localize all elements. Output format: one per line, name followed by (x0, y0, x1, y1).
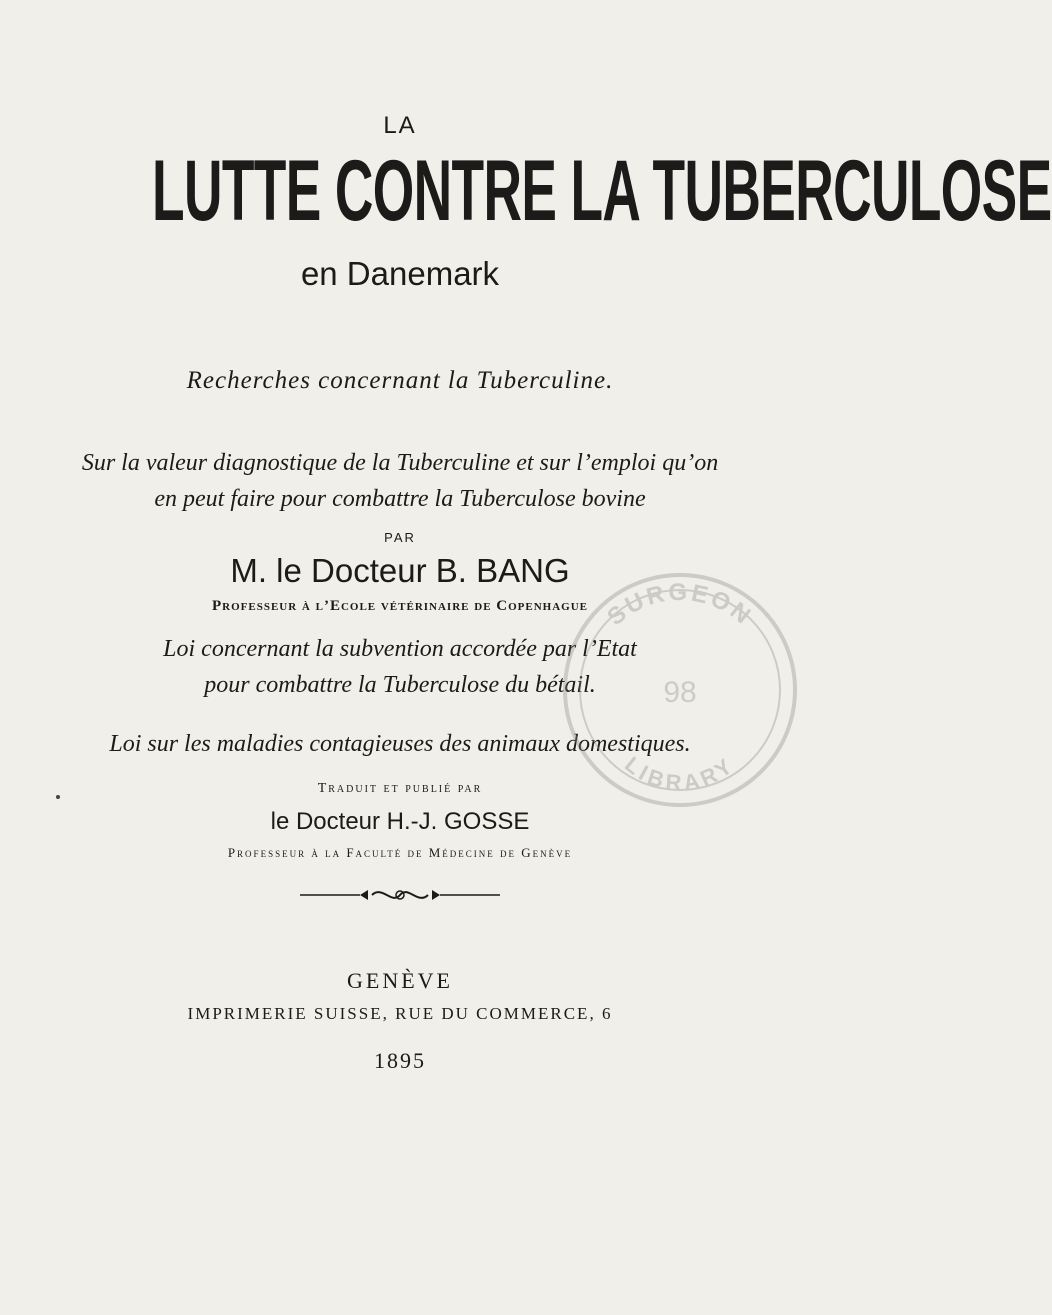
law-1-line-1: Loi concernant la subvention accordée par l’Etat (163, 636, 637, 662)
stamp-code: 98 (663, 676, 697, 709)
subtitle: en Danemark (300, 255, 500, 292)
by-label: PAR (384, 530, 416, 545)
author-name: M. le Docteur B. BANG (230, 552, 570, 589)
author-position: Professeur à l’Ecole vétérinaire de Copenhague (211, 598, 589, 614)
research-topic-line-1: Sur la valeur diagnostique de la Tuberculine et sur l’emploi qu’on (81, 450, 719, 476)
law-2: Loi sur les maladies contagieuses des animaux domestiques. (109, 731, 691, 757)
stamp-legend-top: SURGEON (602, 578, 758, 632)
ornament-divider-icon (290, 880, 510, 910)
translated-by-label: Traduit et publié par (317, 781, 483, 796)
translator-name: le Docteur H.-J. GOSSE (270, 808, 530, 835)
research-heading: Recherches concernant la Tuberculine. (186, 367, 614, 394)
main-title: LUTTE CONTRE LA TUBERCULOSE (152, 143, 1052, 239)
title-article: LA (383, 112, 417, 139)
stamp-legend-bottom: LIBRARY (620, 751, 740, 796)
library-stamp-icon (550, 560, 810, 820)
research-topic-line-2: en peut faire pour combattre la Tuberculose bovine (154, 486, 646, 512)
svg-text:LIBRARY (620, 751, 740, 795)
printer-address: IMPRIMERIE SUISSE, RUE DU COMMERCE, 6 (187, 1004, 613, 1023)
law-1-line-2: pour combattre la Tuberculose du bétail. (204, 672, 596, 698)
translator-position: Professeur à la Faculté de Médecine de Genève (227, 845, 573, 860)
publication-year: 1895 (374, 1048, 426, 1073)
publication-city: GENÈVE (347, 968, 453, 993)
